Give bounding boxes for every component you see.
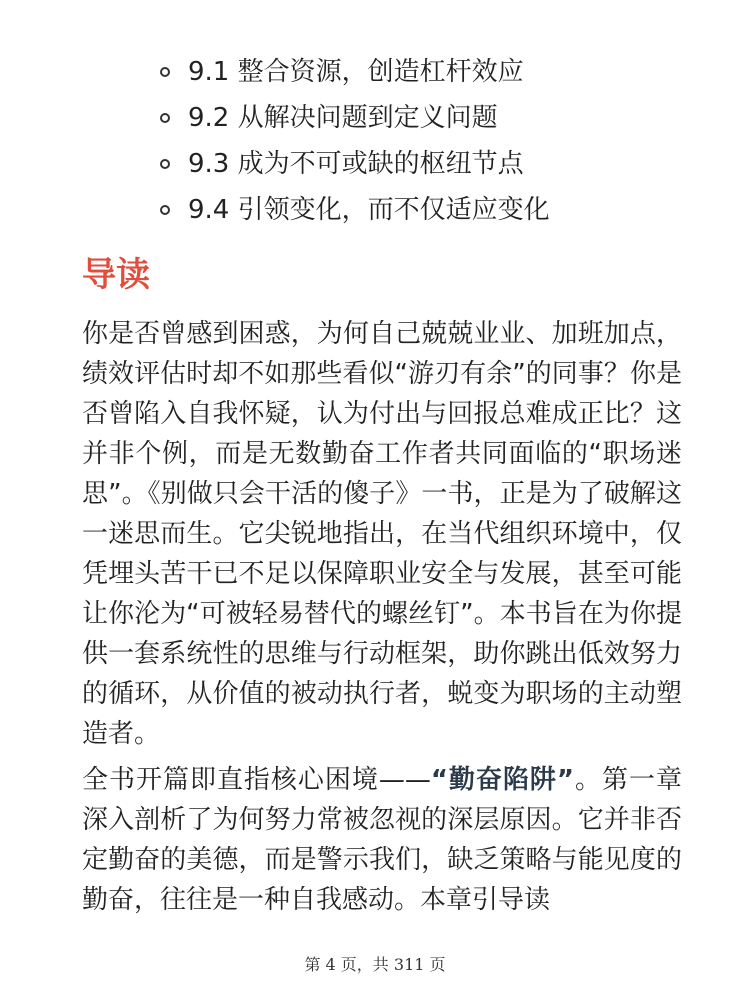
toc-item[interactable] — [160, 50, 550, 94]
circle-bullet-icon — [160, 159, 170, 169]
toc-item-label: 9.3 成为不可或缺的枢纽节点 — [188, 149, 524, 179]
circle-bullet-icon — [160, 113, 170, 123]
toc-item-label: 9.1 整合资源，创造杠杆效应 — [188, 57, 524, 87]
toc-item-label: 9.4 引领变化，而不仅适应变化 — [188, 195, 550, 225]
paragraph-2-text-start: 全书开篇即直指核心困境—— — [82, 765, 431, 795]
circle-bullet-icon — [160, 67, 170, 77]
toc-list — [160, 50, 550, 234]
toc-item-label: 9.2 从解决问题到定义问题 — [188, 103, 498, 133]
toc-item[interactable] — [160, 142, 550, 186]
circle-bullet-icon — [160, 205, 170, 215]
page-number-footer: 第 4 页，共 311 页 — [304, 955, 446, 974]
paragraph-2-text-end: 。第一章深入剖析了为何努力常被忽视的深层原因。它并非否定勤奋的美德，而是警示我们，缺乏策略与能见度的勤奋，往往是一种自我感动。本章引导读 — [82, 765, 682, 915]
paragraph-1: 你是否曾感到困惑，为何自己兢兢业业、加班加点，绩效评估时却不如那些看似“游刃有余”的同事？你是否曾陷入自我怀疑，认为付出与回报总难成正比？这并非个例，而是无数勤奋工作者共同面临的“职场迷思”。《别做只会干活的傻子》一书，正是为了破解这一迷思而生。它尖锐地指出，在当代组织环境中，仅凭埋头苦干已不足以保障职业安全与发展，甚至可能让你沦为“可被轻易替代的螺丝钉”。本书旨在为你提供一套系统性的思维与行动框架，助你跳出低效努力的循环，从价值的被动执行者，蜕变为职场的主动塑造者。 — [82, 319, 682, 749]
section-heading: 导读 — [82, 255, 150, 295]
paragraph-2 — [82, 760, 682, 920]
highlight-term: “勤奋陷阱” — [430, 765, 575, 795]
toc-item[interactable] — [160, 188, 550, 232]
toc-item[interactable] — [160, 96, 550, 140]
